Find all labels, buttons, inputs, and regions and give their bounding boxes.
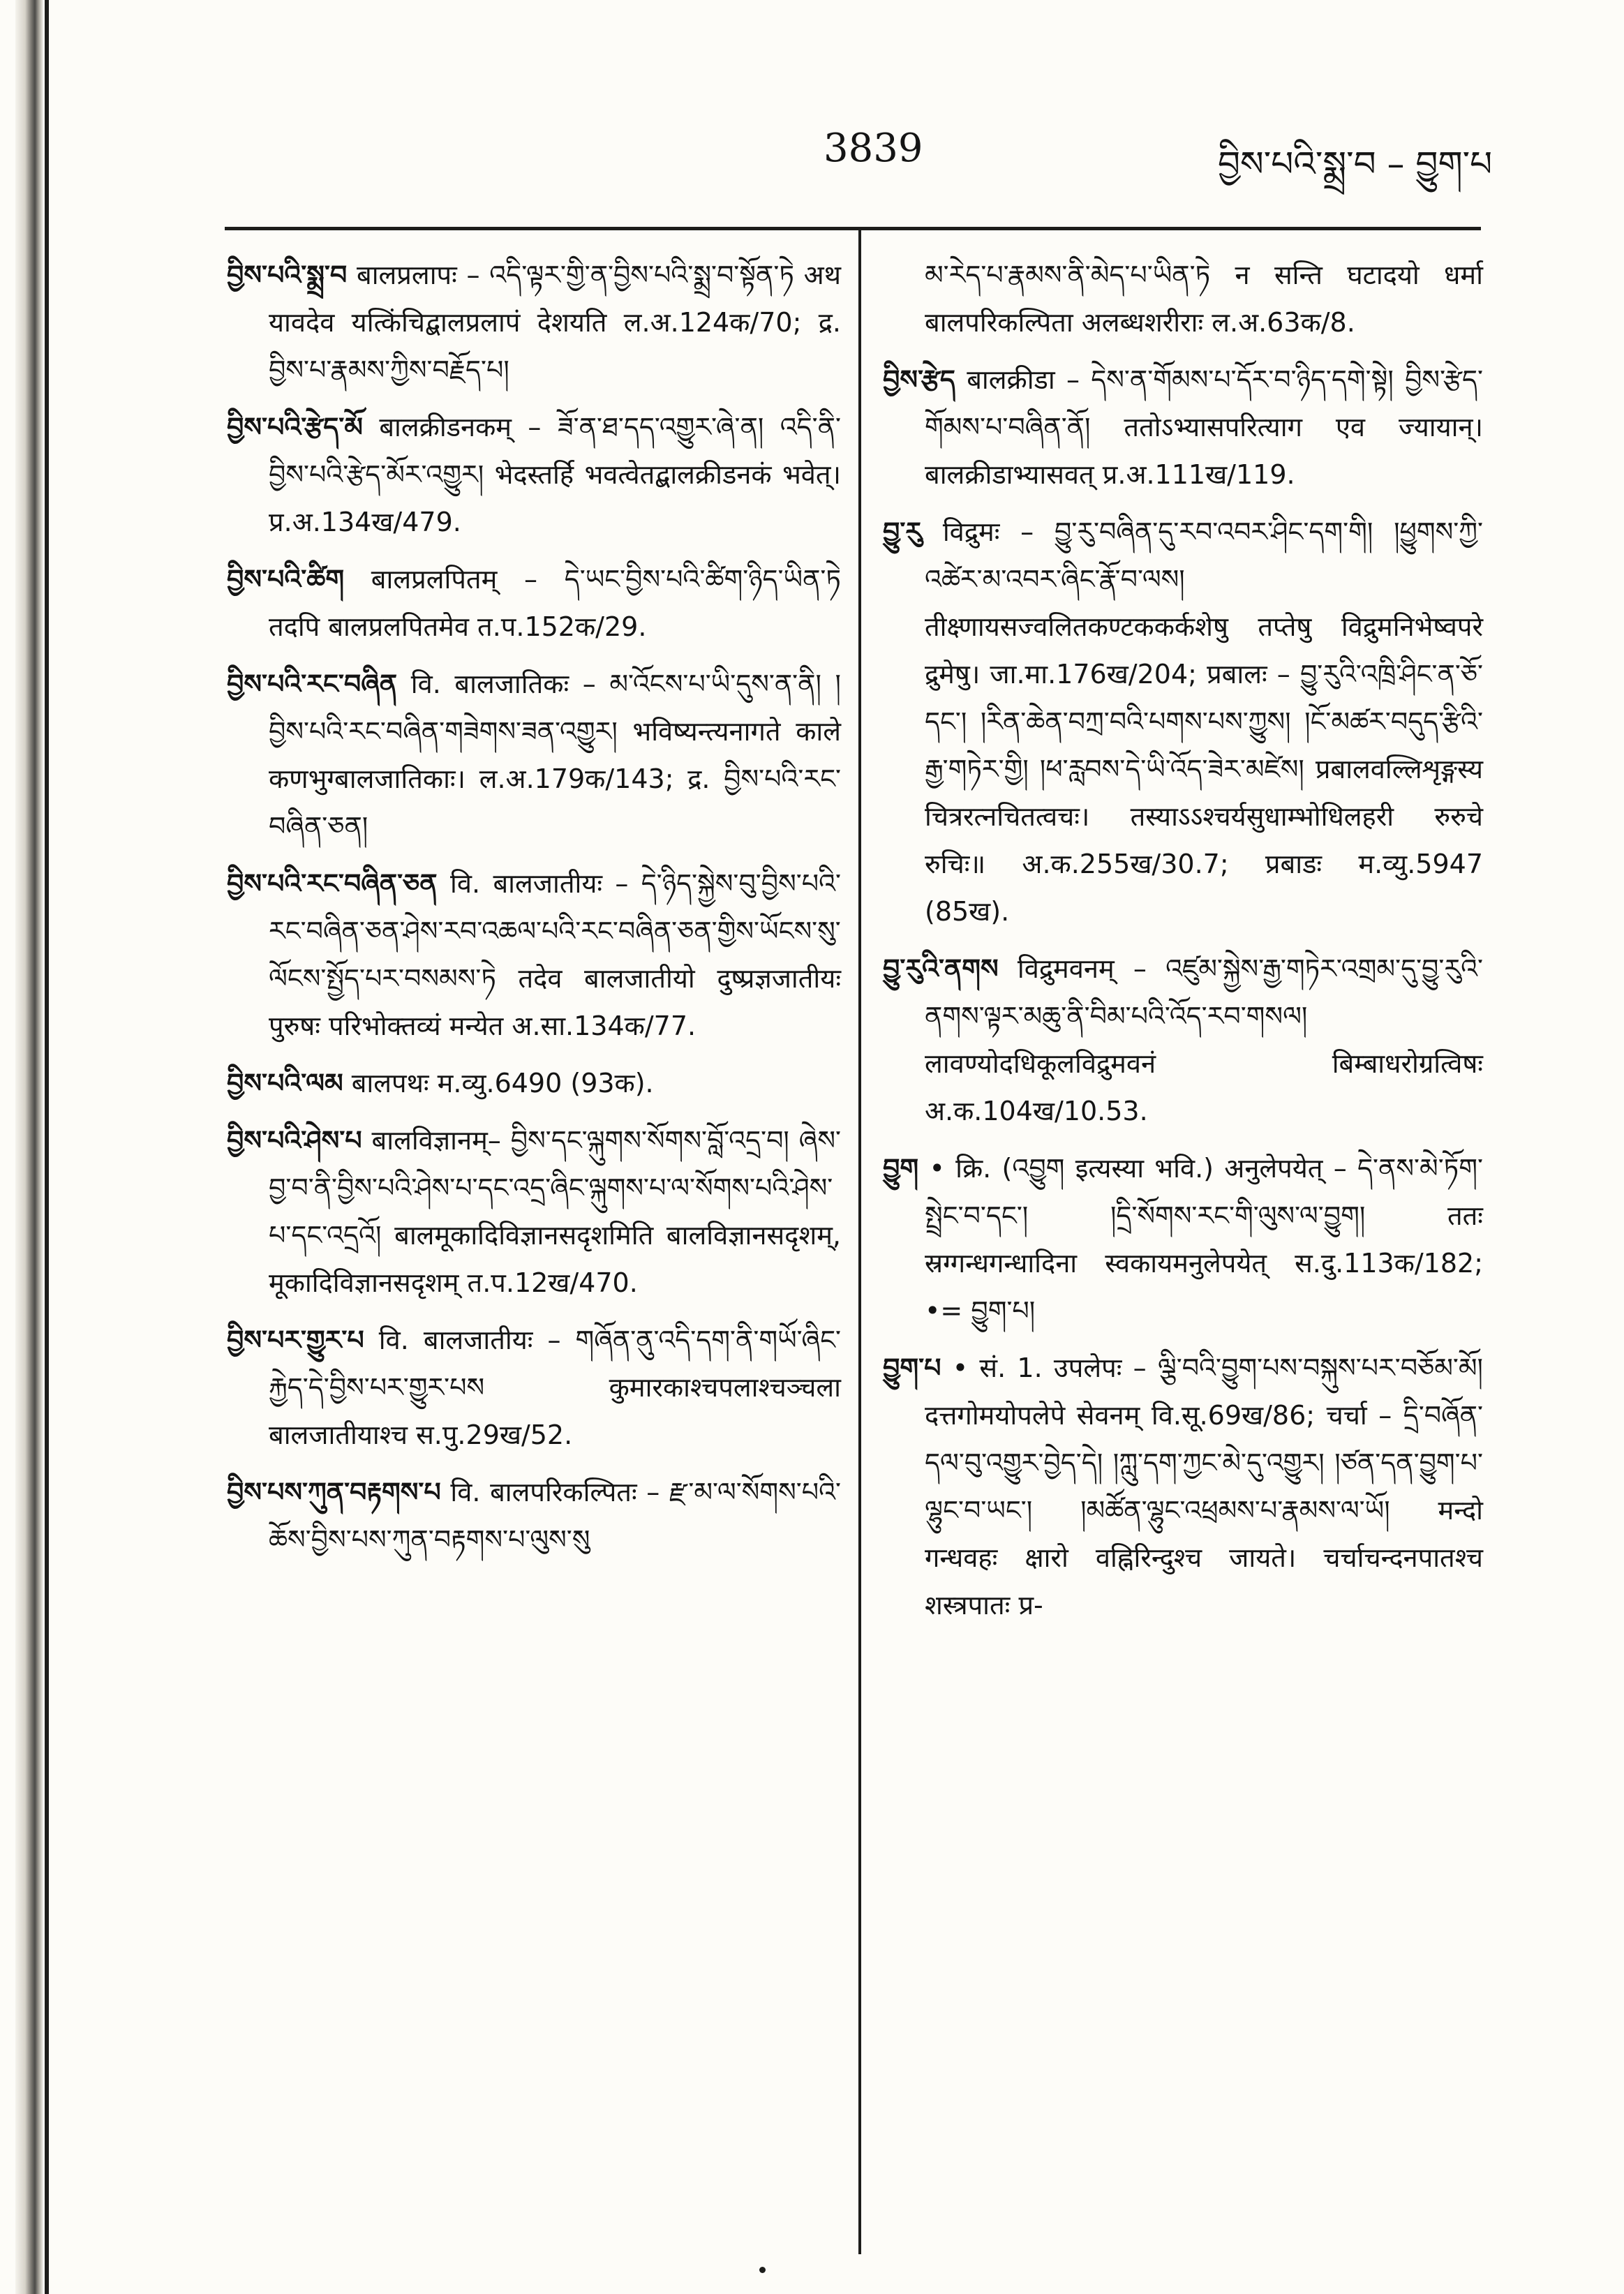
dictionary-entry-continued xyxy=(883,251,1483,346)
dictionary-entry xyxy=(883,1344,1483,1629)
dictionary-entry xyxy=(883,356,1483,498)
entry-definition: बालविज्ञानम्– བྱིས་དང་ལྐུགས་སོགས་བློ་འདྲ་བ། ཞེས་བྱ་བ་ནི་བྱིས་པའི་ཤེས་པ་དང་འདྲ་ཞིང་ལྐུགས་པ་ལ་སོགས་པའི་ཤེས་པ་དང་འདྲའོ། बालमूकादिविज्ञानसदृशमिति बालविज्ञानसदृशम्, मूकादिविज्ञानसदृशम् त.प.12ख/470. xyxy=(269,1125,841,1298)
book-spine-shadow xyxy=(15,0,43,2294)
entry-headword: བྱིས་པར་གྱུར་པ xyxy=(227,1325,364,1355)
entry-definition: वि. बालजातीयः – དེ་ཉིད་སྐྱེས་བུ་བྱིས་པའི་རང་བཞིན་ཅན་ཤེས་རབ་འཆལ་པའི་རང་བཞིན་ཅན་གྱིས་ཡོངས་སུ་ལོངས་སྤྱོད་པར་བསམས་ཏེ तदेव बालजातीयो दुष्प्रज्ञजातीयः पुरुषः परिभोक्तव्यं मन्येत अ.सा.134क/77. xyxy=(269,868,841,1041)
entry-headword: བྱིས་པས་ཀུན་བརྟགས་པ xyxy=(227,1477,441,1507)
entry-definition: बालप्रलपितम् – དེ་ཡང་བྱིས་པའི་ཚིག་ཉིད་ཡིན་ཏེ तदपि बालप्रलपितमेव त.प.152क/29. xyxy=(269,564,841,642)
dictionary-entry xyxy=(227,1316,841,1459)
book-spine-edge xyxy=(45,0,49,2294)
page-number: 3839 xyxy=(824,126,923,171)
dictionary-entry xyxy=(227,251,841,394)
dictionary-entry xyxy=(227,660,841,850)
dictionary-entry xyxy=(883,945,1483,1135)
header-rule xyxy=(225,227,1481,230)
dictionary-entry xyxy=(227,1468,841,1563)
entry-headword: བྱུ་རུའི་ནགས xyxy=(883,953,999,984)
stray-dot-mark xyxy=(759,2267,766,2273)
dictionary-entry xyxy=(227,403,841,546)
left-column xyxy=(227,251,841,1573)
entry-definition: बालक्रीडनकम् – ཟོ་ན་ཐ་དད་འགྱུར་ཞེ་ན། འདི་ནི་བྱིས་པའི་རྩེད་མོར་འགྱུར། भेदस्तर्हि भवत्वेतद्बालक्रीडनकं भवेत्। प्र.अ.134ख/479. xyxy=(269,412,841,537)
entry-definition: वि. बालजातिकः – མ་འོངས་པ་ཡི་དུས་ན་ནི། །བྱིས་པའི་རང་བཞིན་གཟེགས་ཟན་འགྱུར། भविष्यन्त्यनागते काले कणभुग्बालजातिकाः। ल.अ.179क/143; द्र. བྱིས་པའི་རང་བཞིན་ཅན། xyxy=(269,669,841,842)
dictionary-entry xyxy=(227,1117,841,1306)
entry-definition: • सं. 1. उपलेपः – ལྕི་བའི་བྱུག་པས་བསྐུས་པར་བཅོམ་མོ། दत्तगोमयोपलेपे सेवनम् वि.सू.69ख/86; चर्चा – དྲི་བཞོན་དལ་བུ་འགྱུར་བྱེད་དེ། །ཀླུ་དག་ཀྱང་མེ་དུ་འགྱུར། །ཙན་དན་བྱུག་པ་ལྷུང་བ་ཡང་། །མཚོན་ལྷུང་འཕྲམས་པ་རྣམས་ལ་ཡོ། मन्दो गन्धवहः क्षारो वह्निरिन्दुश्च जायते। चर्चाचन्दनपातश्च शस्त्रपातः प्र- xyxy=(925,1353,1483,1621)
entry-headword: བྱིས་རྩེད xyxy=(883,364,955,395)
entry-headword: བྱིས་པའི་ཚིག xyxy=(227,564,345,595)
entry-definition: མ་རེད་པ་རྣམས་ནི་མེད་པ་ཡིན་ཏེ न सन्ति घटादयो धर्मा बालपरिकल्पिता अलब्धशरीराः ल.अ.63क/8. xyxy=(925,260,1483,338)
entry-headword: བྱིས་པའི་རང་བཞིན་ཅན xyxy=(227,868,438,899)
right-column xyxy=(883,251,1483,1639)
column-divider xyxy=(858,230,861,2254)
entry-definition: बालपथः म.व्यु.6490 (93क). xyxy=(351,1068,654,1098)
entry-headword: བྱུག xyxy=(883,1153,919,1184)
entry-definition: • क्रि. (འབྱུག इत्यस्या भवि.) अनुलेपयेत् – དེ་ནས་མེ་ཏོག་སྤྲེང་བ་དང་། །དྲི་སོགས་རང་གི་ལུས་ལ་བྱུག། ततः स्रग्गन्धगन्धादिना स्वकायमनुलेपयेत् स.दु.113क/182; •= བྱུག་པ། xyxy=(925,1153,1483,1326)
entry-headword: བྱུ་རུ xyxy=(883,516,923,547)
dictionary-entry xyxy=(227,1059,841,1107)
entry-headword: བྱིས་པའི་ཤེས་པ xyxy=(227,1125,362,1156)
entry-definition: वि. बालजातीयः – གཞོན་ནུ་འདི་དག་ནི་གཡོ་ཞིང་རྐྱེད་དེ་བྱིས་པར་གྱུར་པས कुमारकाश्चपलाश्चञ्चला बालजातीयाश्च स.पु.29ख/52. xyxy=(269,1325,841,1450)
entry-definition: विद्रुमवनम् – འཛུམ་སྐྱེས་རྒྱ་གཏེར་འགྲམ་དུ་བྱུ་རུའི་ནགས་ལྟར་མཆུ་ནི་བིམ་པའི་འོད་རབ་གསལ། लावण्योदधिकूलविद्रुमवनं बिम्बाधरोग्रत्विषः अ.क.104ख/10.53. xyxy=(925,953,1483,1126)
entry-headword: བྱུག་པ xyxy=(883,1353,941,1383)
entry-headword: བྱིས་པའི་རྩེད་མོ xyxy=(227,412,363,442)
entry-definition: बालप्रलापः – འདི་ལྟར་གྱི་ན་བྱིས་པའི་སྨྲ་བ་སྟོན་ཏེ अथ यावदेव यत्किंचिद्बालप्रलापं देशयति ल.अ.124क/70; द्र. བྱིས་པ་རྣམས་ཀྱིས་བརྗོད་པ། xyxy=(269,260,841,385)
dictionary-entry xyxy=(227,860,841,1050)
entry-headword: བྱིས་པའི་སྨྲ་བ xyxy=(227,260,348,290)
entry-definition: बालक्रीडा – དེས་ན་གོམས་པ་དོར་བ་ཉིད་དགེ་སྟེ། བྱིས་རྩེད་གོམས་པ་བཞིན་ནོ། ततोऽभ्यासपरित्याग एव ज्यायान्। बालक्रीडाभ्यासवत् प्र.अ.111ख/119. xyxy=(925,364,1483,490)
dictionary-entry xyxy=(883,508,1483,935)
dictionary-entry xyxy=(227,556,841,650)
running-head: བྱིས་པའི་སྨྲ་བ – བྱུག་པ xyxy=(1218,144,1493,184)
entry-definition: वि. बालपरिकल्पितः – རྫ་མ་ལ་སོགས་པའི་ཆོས་བྱིས་པས་ཀུན་བརྟགས་པ་ལུས་སུ xyxy=(269,1477,841,1555)
entry-headword: བྱིས་པའི་རང་བཞིན xyxy=(227,669,398,699)
entry-headword: བྱིས་པའི་ལམ xyxy=(227,1068,343,1098)
entry-definition: विद्रुमः – བྱུ་རུ་བཞིན་དུ་རབ་འབར་ཤིང་དག་གི། །ཕྱུགས་ཀྱི་འཚེར་མ་འབར་ཞིང་རྣོ་བ་ལས། तीक्ष्णायसज्वलितकण्टककर्कशेषु तप्तेषु विद्रुमनिभेष्वपरे द्रुमेषु। जा.मा.176ख/204; प्रबालः – བྱུ་རུའི་འཁྲི་ཤིང་ན་ཅོ་དང་། །རིན་ཆེན་བཀྲ་བའི་པགས་པས་ཀྱུས། །ངོ་མཚར་བདུད་རྩིའི་རྒྱ་གཏེར་གྱི། །ཕ་རླབས་དེ་ཡི་འོད་ཟེར་མཛེས། प्रबालवल्लिशृङ्गस्य चित्ररत्नचितत्वचः। तस्याऽऽश्चर्यसुधाम्भोधिलहरी रुरुचे रुचिः॥ अ.क.255ख/30.7; प्रबाडः म.व्यु.5947 (85ख). xyxy=(925,516,1483,927)
dictionary-entry xyxy=(883,1145,1483,1334)
